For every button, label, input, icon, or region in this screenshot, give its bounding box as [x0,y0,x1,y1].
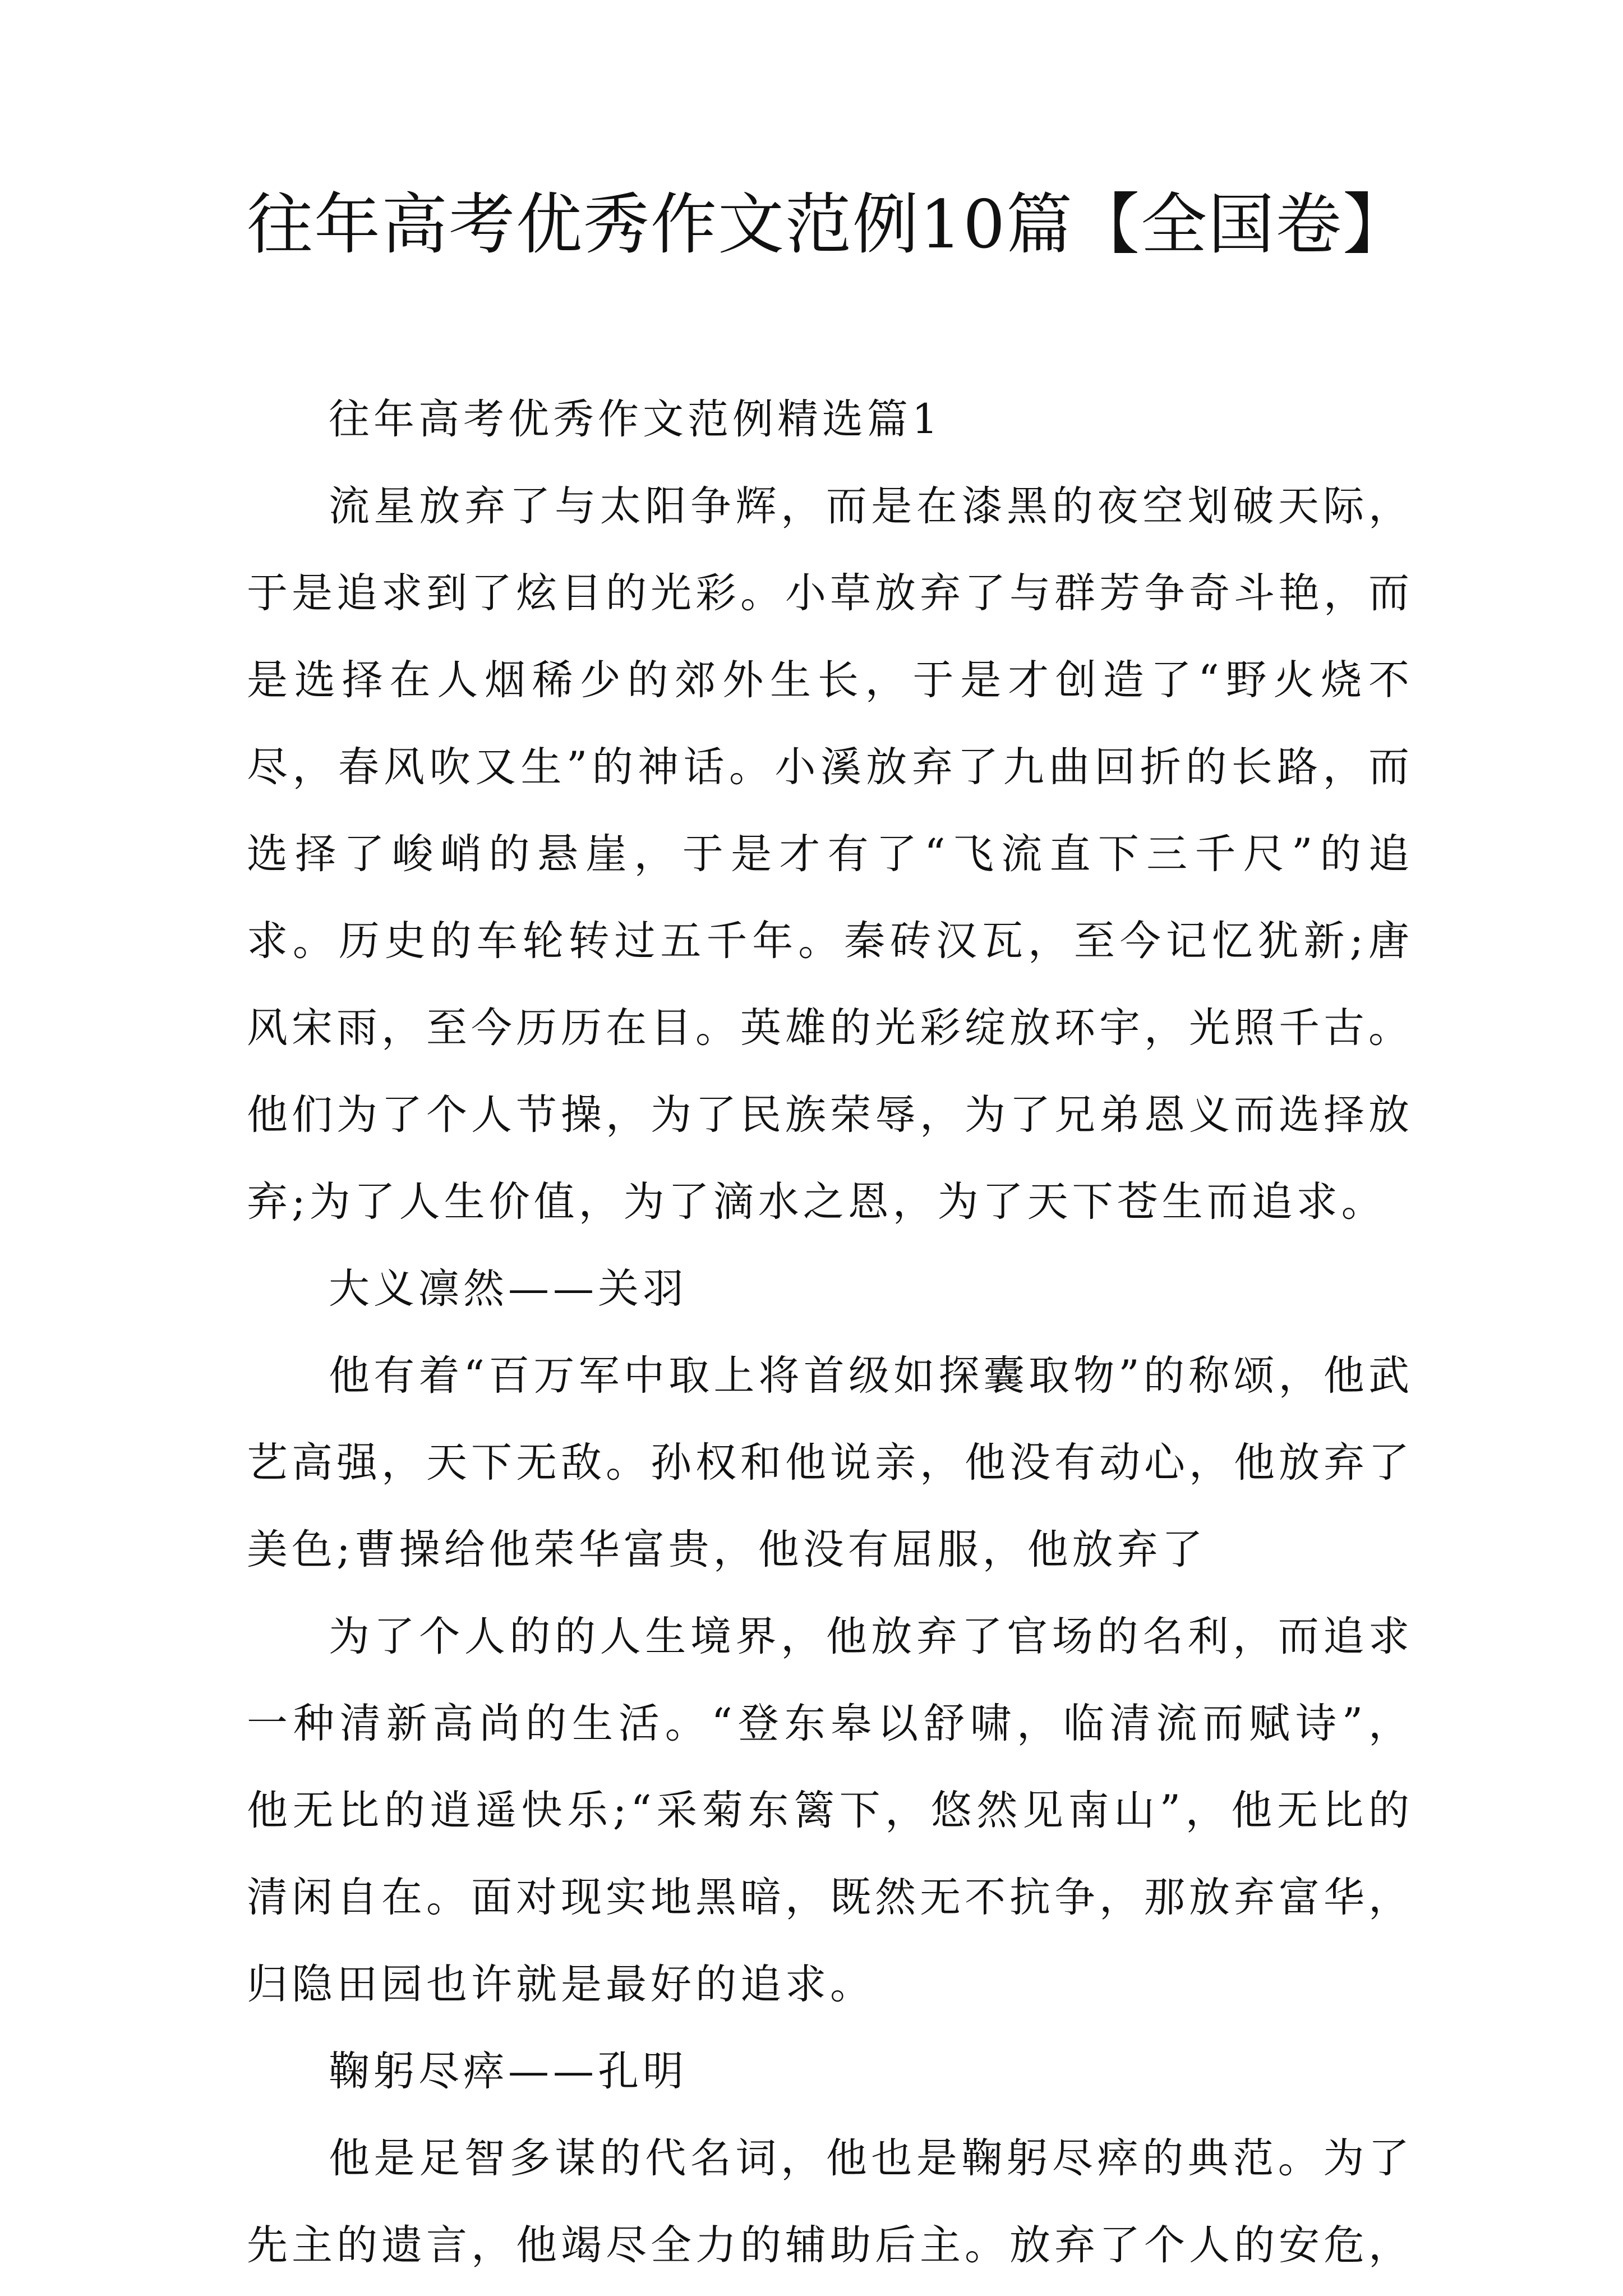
section-heading: 鞠躬尽瘁——孔明 [329,2047,688,2095]
section-heading: 大义凛然——关羽 [329,1265,688,1313]
section-heading: 往年高考优秀作文范例精选篇1 [329,395,942,443]
document-body [247,376,1413,2289]
paragraph: 他有着“百万军中取上将首级如探囊取物”的称颂，他武艺高强，天下无敌。孙权和他说亲，他没有动心，他放弃了美色;曹操给他荣华富贵，他没有屈服，他放弃了 [247,1352,1413,1573]
paragraph: 他是足智多谋的代名词，他也是鞠躬尽瘁的典范。为了先主的遗言，他竭尽全力的辅助后主。放弃了个人的安危， [247,2134,1413,2269]
paragraph: 流星放弃了与太阳争辉，而是在漆黑的夜空划破天际，于是追求到了炫目的光彩。小草放弃了与群芳争奇斗艳，而是选择在人烟稀少的郊外生长，于是才创造了“野火烧不尽，春风吹又生”的神话。小溪放弃了九曲回折的长路，而选择了峻峭的悬崖，于是才有了“飞流直下三千尺”的追求。历史的车轮转过五千年。秦砖汉瓦，至今记忆犹新;唐风宋雨，至今历历在目。英雄的光彩绽放环宇，光照千古。他们为了个人节操，为了民族荣辱，为了兄弟恩义而选择放弃;为了人生价值，为了滴水之恩，为了天下苍生而追求。 [247,482,1413,1226]
paragraph: 为了个人的的人生境界，他放弃了官场的名利，而追求一种清新高尚的生活。“登东皋以舒啸，临清流而赋诗”，他无比的逍遥快乐;“采菊东篱下，悠然见南山”，他无比的清闲自在。面对现实地黑暗，既然无不抗争，那放弃富华，归隐田园也许就是最好的追求。 [247,1613,1413,2008]
document-title: 往年高考优秀作文范例10篇【全国卷】 [247,186,1410,263]
